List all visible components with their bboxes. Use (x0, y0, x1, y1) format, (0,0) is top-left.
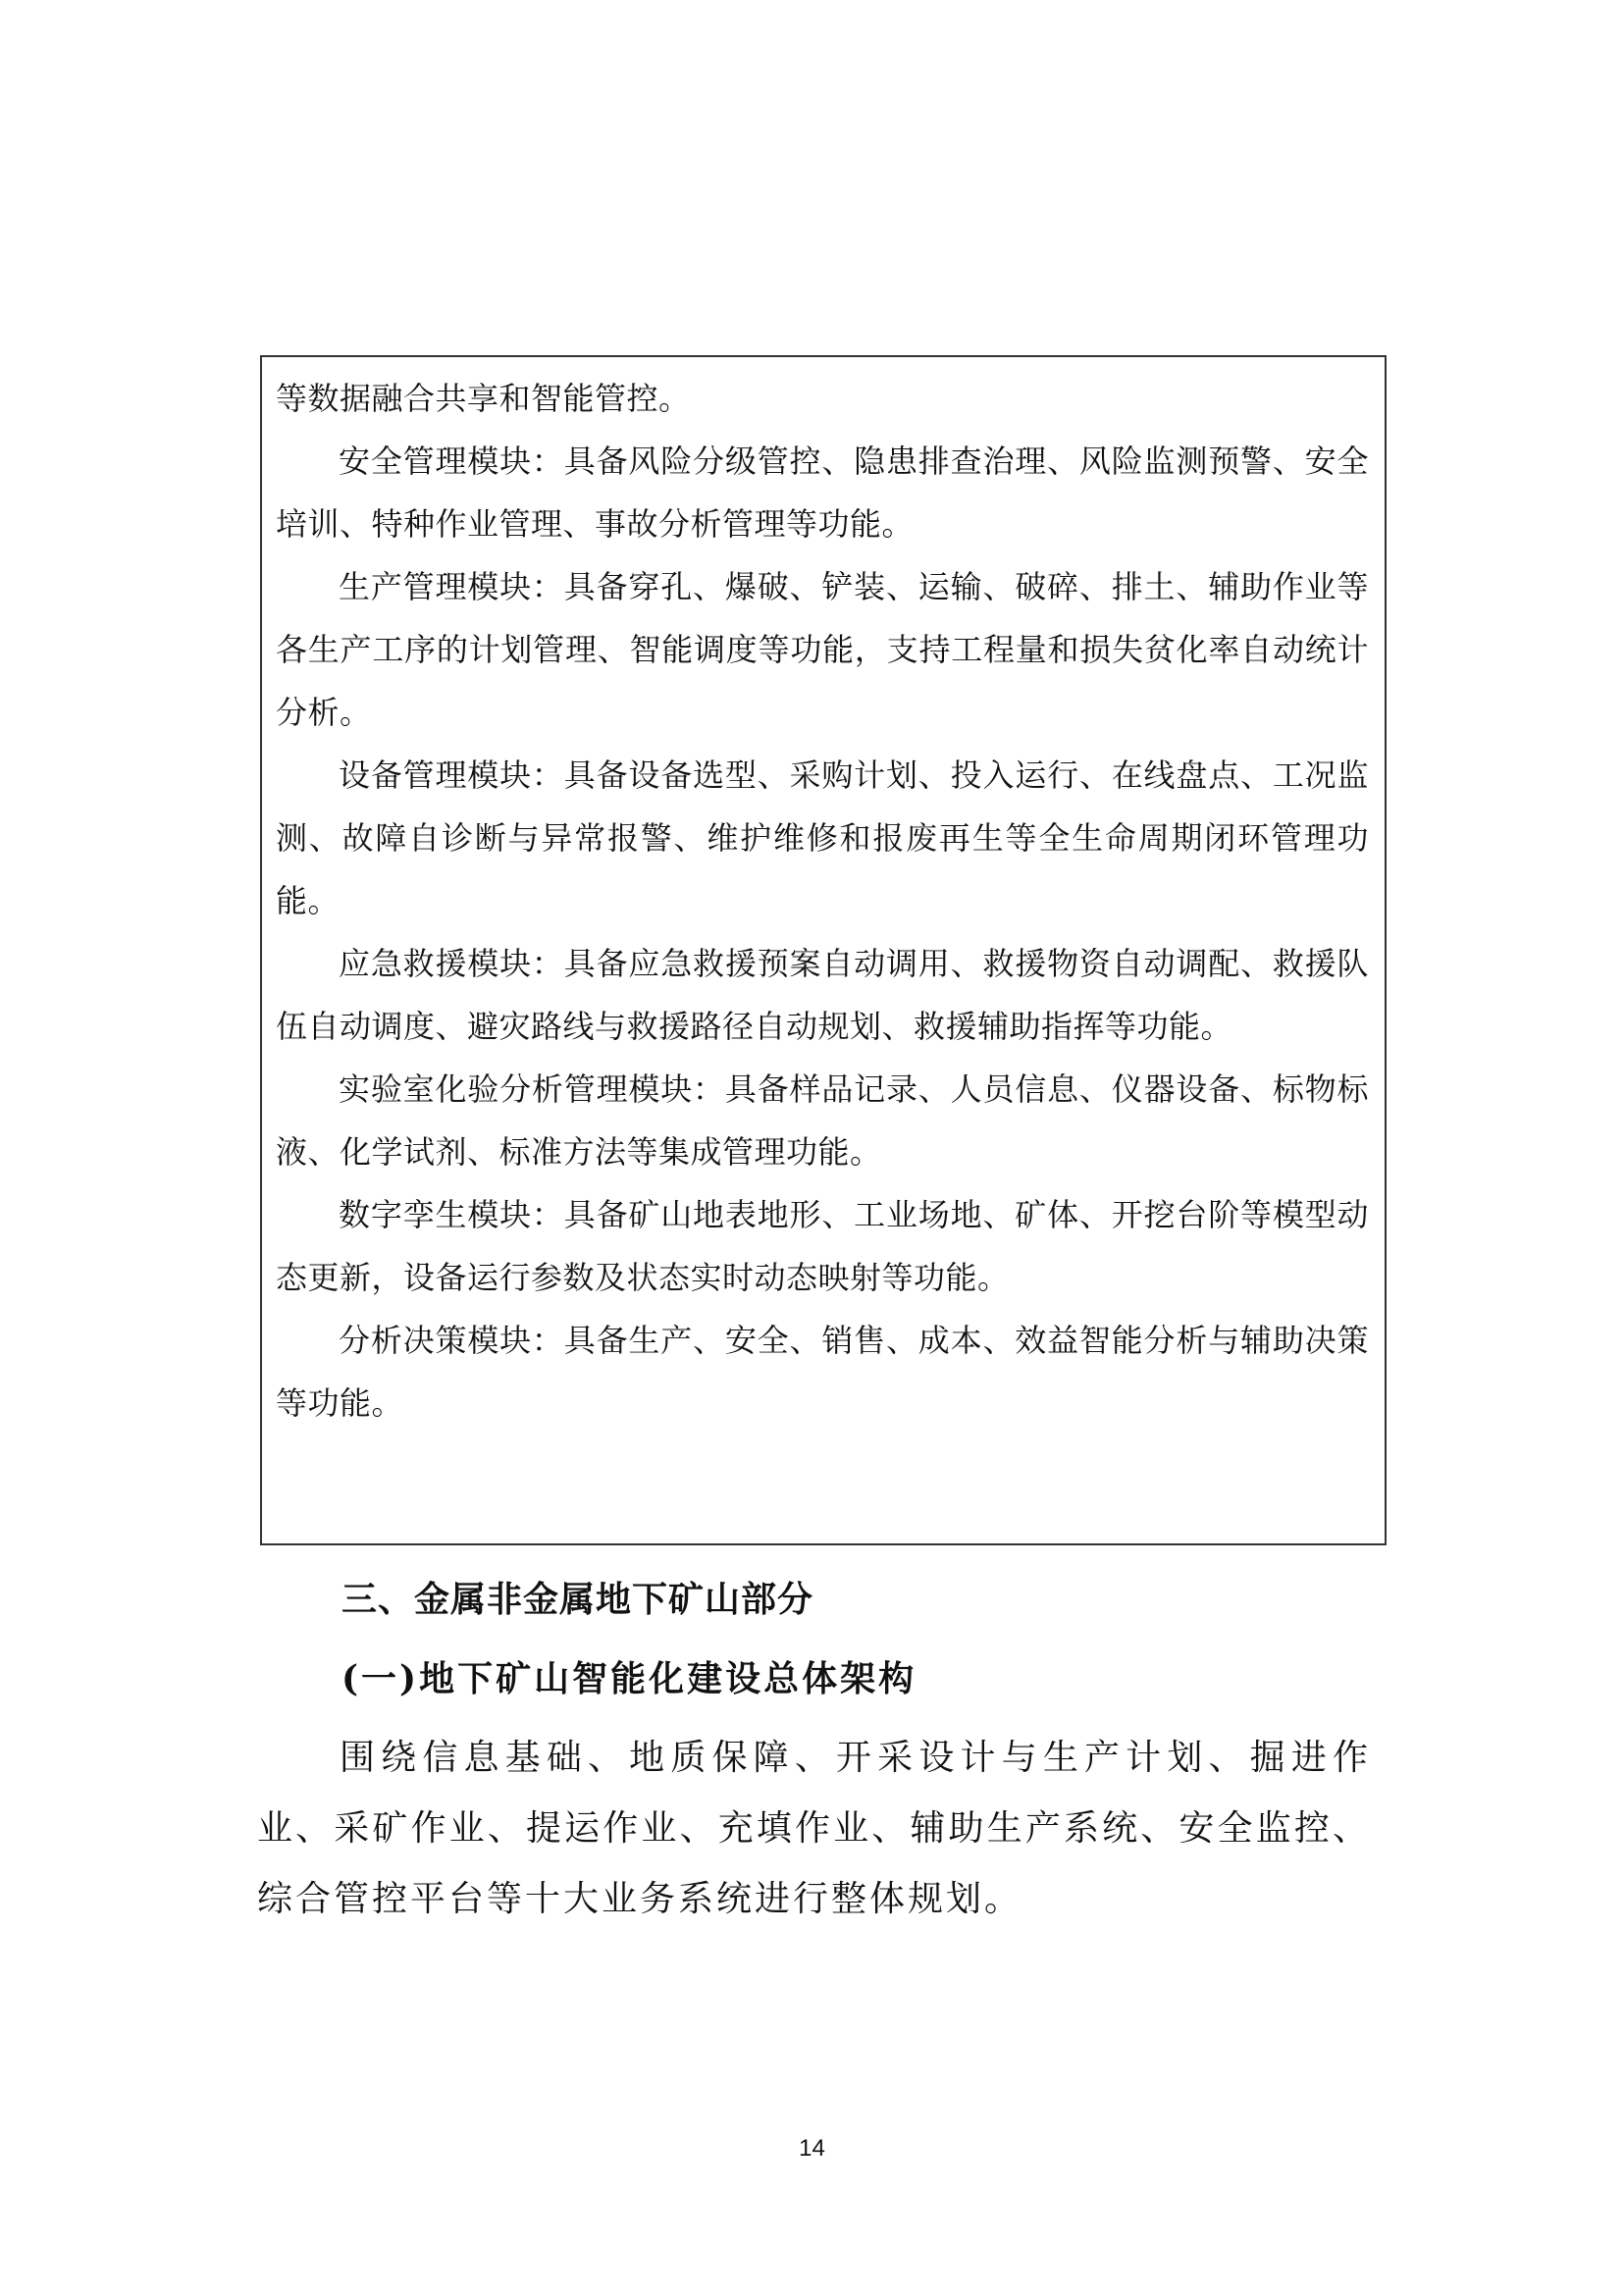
box-paragraph-production-module: 生产管理模块：具备穿孔、爆破、铲装、运输、破碎、排土、辅助作业等各生产工序的计划管理、智能调度等功能，支持工程量和损失贫化率自动统计分析。 (276, 568, 1369, 731)
box-paragraph-equipment-module: 设备管理模块：具备设备选型、采购计划、投入运行、在线盘点、工况监测、故障自诊断与异常报警、维护维修和报废再生等全生命周期闭环管理功能。 (276, 756, 1369, 919)
section-heading: 三、金属非金属地下矿山部分 (341, 1580, 814, 1620)
page-number: 14 (799, 2135, 825, 2162)
box-paragraph-decision-module: 分析决策模块：具备生产、安全、销售、成本、效益智能分析与辅助决策等功能。 (276, 1322, 1369, 1422)
module-description-box (260, 355, 1387, 1545)
box-paragraph-safety-module: 安全管理模块：具备风险分级管控、隐患排查治理、风险监测预警、安全培训、特种作业管理、事故分析管理等功能。 (276, 443, 1369, 543)
box-paragraph-intro: 等数据融合共享和智能管控。 (276, 380, 691, 417)
box-paragraph-emergency-module: 应急救援模块：具备应急救援预案自动调用、救援物资自动调配、救援队伍自动调度、避灾路线与救援路径自动规划、救援辅助指挥等功能。 (276, 945, 1369, 1045)
box-paragraph-lab-module: 实验室化验分析管理模块：具备样品记录、人员信息、仪器设备、标物标液、化学试剂、标准方法等集成管理功能。 (276, 1070, 1369, 1171)
box-paragraph-digital-twin-module: 数字孪生模块：具备矿山地表地形、工业场地、矿体、开挖台阶等模型动态更新，设备运行参数及状态实时动态映射等功能。 (276, 1196, 1369, 1296)
subsection-heading: (一)地下矿山智能化建设总体架构 (341, 1658, 917, 1699)
body-paragraph: 围绕信息基础、地质保障、开采设计与生产计划、掘进作业、采矿作业、提运作业、充填作业、辅助生产系统、安全监控、综合管控平台等十大业务系统进行整体规划。 (257, 1738, 1371, 1919)
